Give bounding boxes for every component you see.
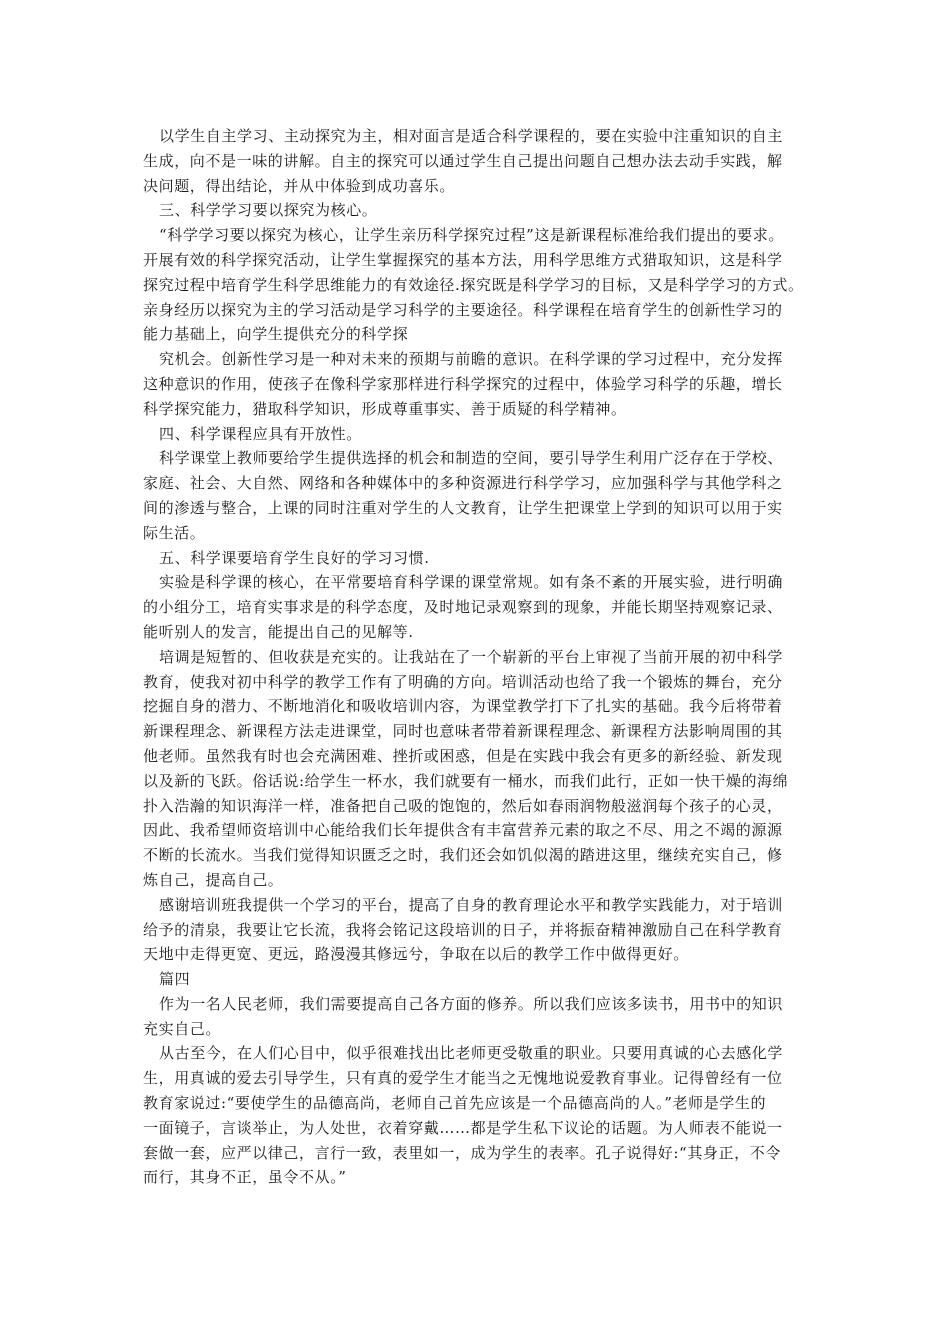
text-line: 能力基础上，向学生提供充分的科学探 [143, 325, 409, 344]
text-line: “科学学习要以探究为核心，让学生亲历科学探究过程”这是新课程标准给我们提出的要求。 [159, 226, 784, 245]
text-line: 能听别人的发言，能提出自己的见解等. [143, 622, 414, 641]
text-line: 套做一套，应严以律己，言行一致，表里如一，成为学生的表率。孔子说得好:“其身正，不令 [143, 1143, 781, 1162]
text-line: 天地中走得更宽、更远，路漫漫其修远兮，争取在以后的教学工作中做得更好。 [143, 945, 690, 964]
text-line: 究机会。创新性学习是一种对未来的预期与前瞻的意识。在科学课的学习过程中，充分发挥 [159, 350, 784, 369]
paragraph [143, 124, 815, 198]
text-line: 教育，使我对初中科学的教学工作有了明确的方向。培训活动也给了我一个锻炼的舞台，充分 [143, 672, 783, 691]
text-line: 他老师。虽然我有时也会充满困难、挫折或困惑，但是在实践中我会有更多的新经验、新发现 [143, 746, 783, 765]
text-line: 探究过程中培育学生科学思维能力的有效途径.探究既是科学学习的目标，又是科学学习的方式。 [143, 275, 804, 294]
text-line: 充实自己。 [143, 1019, 222, 1038]
text-line: 从古至今，在人们心目中，似乎很难找出比老师更受敬重的职业。只要用真诚的心去感化学 [159, 1044, 784, 1063]
text-line: 不断的长流水。当我们觉得知识匮乏之时，我们还会如饥似渴的踏进这里，继续充实自己，修 [143, 846, 783, 865]
text-line: 生成，向不是一味的讲解。自主的探究可以通过学生自己提出问题自己想办法去动手实践，解 [143, 151, 783, 170]
paragraph [143, 992, 815, 1042]
text-line: 这种意识的作用，使孩子在像科学家那样进行科学探究的过程中，体验学习科学的乐趣，增长 [143, 374, 783, 393]
text-line: 而行，其身不正，虽令不从。” [143, 1168, 347, 1187]
paragraph [143, 446, 815, 545]
text-line: 实验是科学课的核心，在平常要培育科学课的课堂常规。如有条不紊的开展实验，进行明确 [159, 573, 784, 592]
paragraph [143, 645, 815, 893]
text-line: 生，用真诚的爱去引导学生，只有真的爱学生才能当之无愧地说爱教育事业。记得曾经有一位 [143, 1069, 783, 1088]
text-line: 感谢培训班我提供一个学习的平台，提高了自身的教育理论水平和教学实践能力，对于培训 [159, 895, 784, 914]
text-line: 科学探究能力，猎取科学知识，形成尊重事实、善于质疑的科学精神。 [143, 399, 627, 418]
paragraph [143, 1041, 815, 1190]
text-line: 一面镜子，言谈举止，为人处世，衣着穿戴……都是学生私下议论的话题。为人师表不能说一 [143, 1118, 783, 1137]
section-heading [143, 422, 815, 447]
text-line: 培调是短暂的、但收获是充实的。让我站在了一个崭新的平台上审视了当前开展的初中科学 [159, 647, 784, 666]
paragraph [143, 570, 815, 644]
text-line: 间的渗透与整合，上课的同时注重对学生的人文教育，让学生把课堂上学到的知识可以用于实 [143, 498, 783, 517]
text-line: 炼自己，提高自己。 [143, 870, 284, 889]
section-heading [143, 198, 815, 223]
text-line: 科学课堂上教师要给学生提供选择的机会和制造的空间，要引导学生利用广泛存在于学校、 [159, 449, 784, 468]
text-line: 四、科学课程应具有开放性。 [159, 424, 362, 443]
text-line: 挖掘自身的潜力、不断地消化和吸收培训内容，为课堂教学打下了扎实的基础。我今后将带着 [143, 697, 783, 716]
text-line: 开展有效的科学探究活动，让学生掌握探究的基本方法，用科学思维方式猎取知识，这是科学 [143, 250, 783, 269]
text-line: 因此、我希望师资培训中心能给我们长年提供含有丰富营养元素的取之不尽、用之不竭的源源 [143, 821, 783, 840]
text-line: 五、科学课要培育学生良好的学习习惯. [159, 548, 430, 567]
text-line: 教育家说过:“要使学生的品德高尚，老师自己首先应该是一个品德高尚的人。”老师是学生的 [143, 1094, 767, 1113]
text-line: 新课程理念、新课程方法走进课堂，同时也意味者带着新课程理念、新课程方法影响周围的其 [143, 722, 783, 741]
text-line: 扑入浩瀚的知识海洋一样，准备把自己吸的饱饱的，然后如春雨润物般滋润每个孩子的心灵， [143, 796, 783, 815]
paragraph [143, 347, 815, 421]
document-body [143, 124, 815, 1190]
text-line: 际生活。 [143, 523, 206, 542]
text-line: 篇四 [159, 970, 191, 989]
text-line: 亲身经历以探究为主的学习活动是学习科学的主要途径。科学课程在培育学生的创新性学习的 [143, 300, 783, 319]
paragraph [143, 223, 815, 347]
text-line: 给予的清泉，我要让它长流，我将会铭记这段培训的日子，并将振奋精神激励自己在科学教育 [143, 920, 783, 939]
text-line: 三、科学学习要以探究为核心。 [159, 201, 378, 220]
text-line: 作为一名人民老师，我们需要提高自己各方面的修养。所以我们应该多读书，用书中的知识 [159, 994, 784, 1013]
text-line: 的小组分工，培育实事求是的科学态度，及时地记录观察到的现象，并能长期坚持观察记录、 [143, 598, 783, 617]
text-line: 以学生自主学习、主动探究为主，相对面言是适合科学课程的，要在实验中注重知识的自主 [159, 127, 784, 145]
section-heading [143, 546, 815, 571]
text-line: 家庭、社会、大自然、网络和各种媒体中的多种资源进行科学学习，应加强科学与其他学科之 [143, 474, 783, 493]
paragraph [143, 893, 815, 967]
text-line: 以及新的飞跃。俗话说:给学生一杯水，我们就要有一桶水，而我们此行，正如一快干燥的海绵 [143, 771, 789, 790]
section-heading [143, 967, 815, 992]
text-line: 决问题，得出结论，并从中体验到成功喜乐。 [143, 176, 456, 195]
